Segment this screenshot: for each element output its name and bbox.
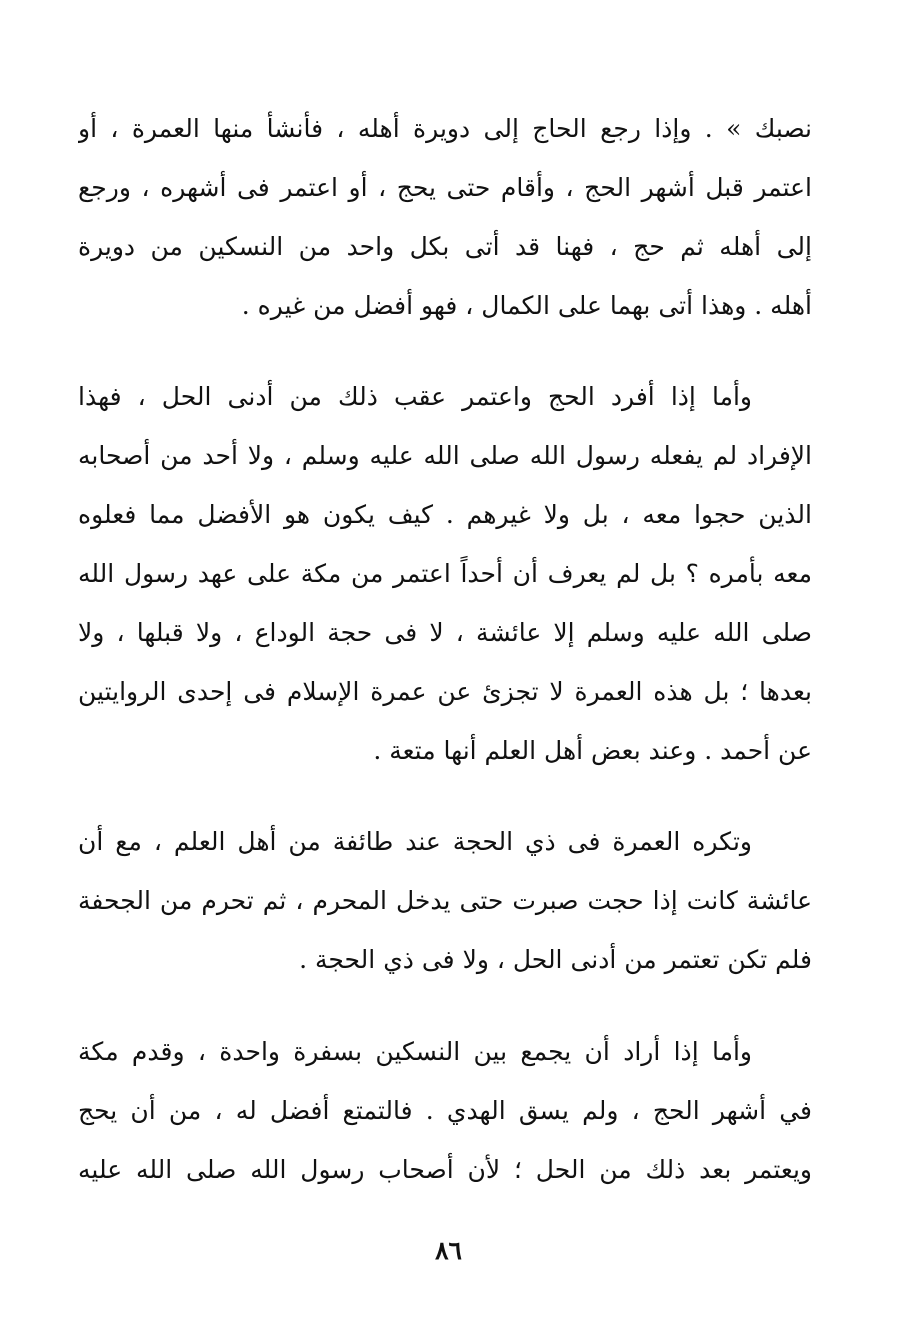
text-line: نصبك » . وإذا رجع الحاج إلى دويرة أهله ، فأنشأ منها العمرة ، أو <box>78 114 812 143</box>
paragraph-2 <box>78 367 812 780</box>
text-line: إلى أهله ثم حج ، فهنا قد أتى بكل واحد من النسكين من دويرة <box>78 232 812 261</box>
paragraph-3 <box>78 812 812 989</box>
text-line: فلم تكن تعتمر من أدنى الحل ، ولا فى ذي الحجة . <box>299 945 812 974</box>
text-line: أهله . وهذا أتى بهما على الكمال ، فهو أفضل من غيره . <box>241 291 812 320</box>
text-line: صلى الله عليه وسلم إلا عائشة ، لا فى حجة الوداع ، ولا قبلها ، ولا <box>78 618 812 647</box>
text-line: ويعتمر بعد ذلك من الحل ؛ لأن أصحاب رسول الله صلى الله عليه <box>78 1155 812 1184</box>
text-line: وتكره العمرة فى ذي الحجة عند طائفة من أهل العلم ، مع أن <box>78 827 752 856</box>
text-line: وأما إذا أراد أن يجمع بين النسكين بسفرة واحدة ، وقدم مكة <box>78 1037 752 1066</box>
text-line: وأما إذا أفرد الحج واعتمر عقب ذلك من أدنى الحل ، فهذا <box>78 382 752 411</box>
text-line: معه بأمره ؟ بل لم يعرف أن أحداً اعتمر من مكة على عهد رسول الله <box>78 559 812 588</box>
paragraph-1 <box>78 99 812 335</box>
page-number: ٨٦ <box>435 1236 462 1265</box>
text-line: الذين حجوا معه ، بل ولا غيرهم . كيف يكون هو الأفضل مما فعلوه <box>78 500 812 529</box>
paragraph-4 <box>78 1022 812 1199</box>
text-line: عن أحمد . وعند بعض أهل العلم أنها متعة . <box>373 736 812 765</box>
text-line: الإفراد لم يفعله رسول الله صلى الله عليه وسلم ، ولا أحد من أصحابه <box>78 441 812 470</box>
text-line: عائشة كانت إذا حجت صبرت حتى يدخل المحرم ، ثم تحرم من الجحفة <box>78 886 812 915</box>
text-line: بعدها ؛ بل هذه العمرة لا تجزئ عن عمرة الإسلام فى إحدى الروايتين <box>78 677 812 706</box>
text-line: اعتمر قبل أشهر الحج ، وأقام حتى يحج ، أو اعتمر فى أشهره ، ورجع <box>78 173 812 202</box>
text-line: في أشهر الحج ، ولم يسق الهدي . فالتمتع أفضل له ، من أن يحج <box>78 1096 812 1125</box>
